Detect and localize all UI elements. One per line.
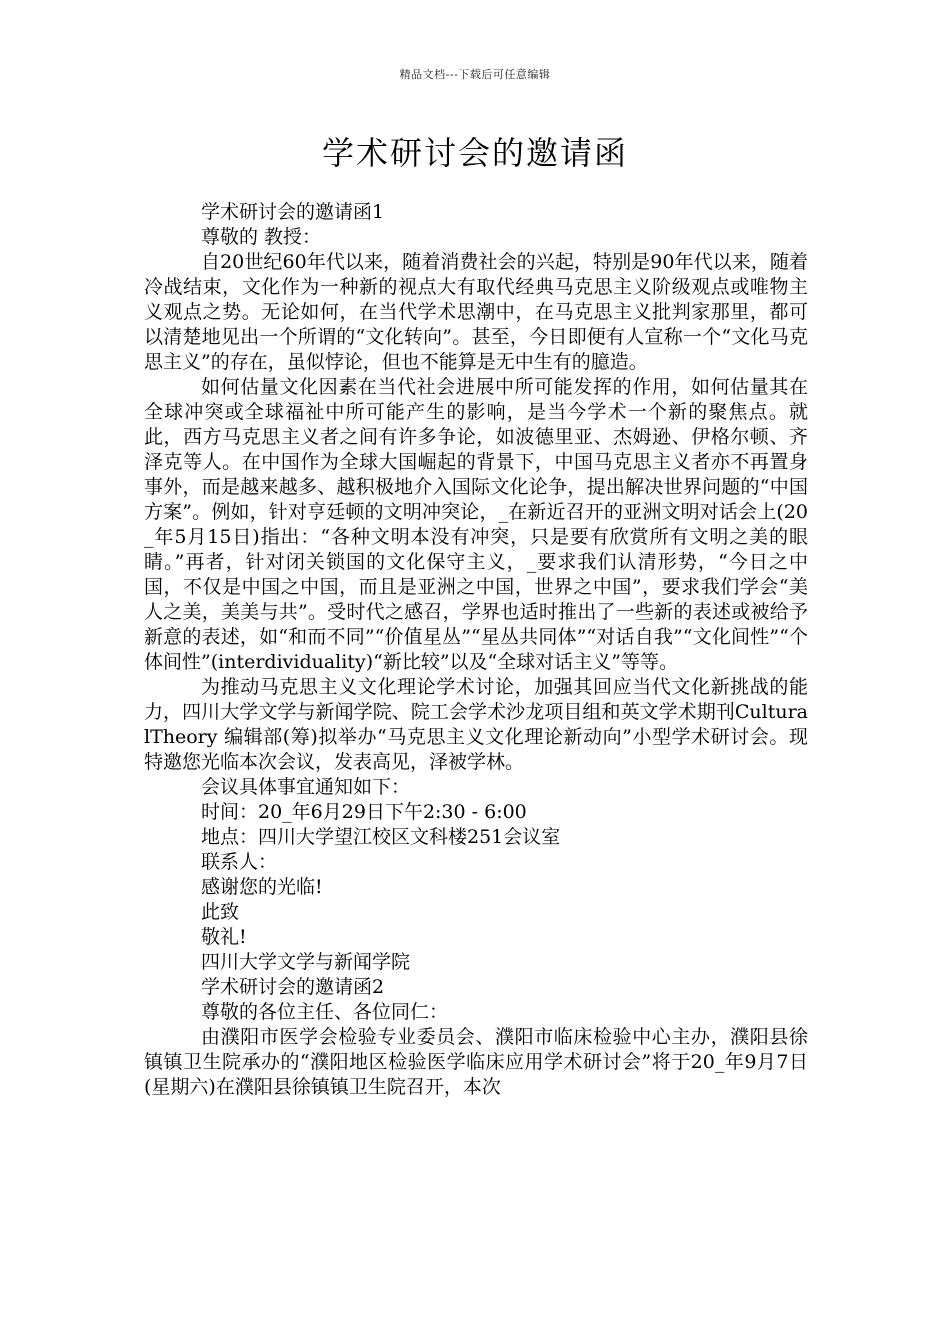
thanks-line: 感谢您的光临! (201, 876, 323, 898)
salutation-2: 尊敬的各位主任、各位同仁： (201, 1001, 449, 1023)
body-paragraph: 由濮阳市医学会检验专业委员会、濮阳市临床检验中心主办，濮阳县徐镇镇卫生院承办的“濮阳地区检验医学临床应用学术研讨会”将于20_年9月7日(星期六)在濮阳县徐镇镇卫生院召开，本次 (144, 1026, 808, 1098)
closing-line: 此致 (201, 901, 240, 923)
section-heading-2: 学术研讨会的邀请函2 (201, 976, 385, 998)
signature-organization: 四川大学文学与新闻学院 (201, 951, 411, 973)
closing-regards: 敬礼! (201, 926, 247, 948)
meeting-time: 时间：20_年6月29日下午2:30 - 6:00 (201, 801, 527, 823)
salutation-1: 尊敬的 教授： (201, 226, 322, 248)
body-paragraph: 如何估量文化因素在当代社会进展中所可能发挥的作用，如何估量其在全球冲突或全球福祉中所可能产生的影响，是当今学术一个新的聚焦点。就此，西方马克思主义者之间有许多争论，如波德里亚、杰姆逊、伊格尔顿、齐泽克等人。在中国作为全球大国崛起的背景下，中国马克思主义者亦不再置身事外，而是越来越多、越积极地介入国际文化论争，提出解决世界问题的“中国方案”。例如，针对亨廷顿的文明冲突论，_在新近召开的亚洲文明对话会上(20_年5月15日)指出：“各种文明本没有冲突，只是要有欣赏所有文明之美的眼睛。”再者，针对闭关锁国的文化保守主义，_要求我们认清形势，“今日之中国，不仅是中国之中国，而且是亚洲之中国，世界之中国”，要求我们学会“美人之美，美美与共”。受时代之感召，学界也适时推出了一些新的表述或被给予新意的表述，如“和而不同”“价值星丛”“星丛共同体”“对话自我”“文化间性”“个体间性”(interdividuality)“新比较”以及“全球对话主义”等等。 (144, 376, 808, 673)
header-note: 精品文档---下载后可任意编辑 (399, 68, 551, 81)
section-heading-1: 学术研讨会的邀请函1 (201, 201, 385, 223)
body-paragraph: 自20世纪60年代以来，随着消费社会的兴起，特别是90年代以来，随着冷战结束，文化作为一种新的视点大有取代经典马克思主义阶级观点或唯物主义观点之势。无论如何，在当代学术思潮中，在马克思主义批判家那里，都可以清楚地见出一个所谓的“文化转向”。甚至，今日即便有人宣称一个“文化马克思主义”的存在，虽似悖论，但也不能算是无中生有的臆造。 (144, 251, 808, 373)
document-title: 学术研讨会的邀请函 (321, 134, 628, 172)
document-body (144, 200, 808, 1100)
body-paragraph: 为推动马克思主义文化理论学术讨论，加强其回应当代文化新挑战的能力，四川大学文学与新闻学院、院工会学术沙龙项目组和英文学术期刊CulturalTheory 编辑部(筹)拟举办“马克思主义文化理论新动向”小型学术研讨会。现特邀您光临本次会议，发表高见，泽被学林。 (144, 676, 808, 773)
contact-person: 联系人： (201, 851, 278, 873)
meeting-location: 地点：四川大学望江校区文科楼251会议室 (201, 826, 561, 848)
notice-intro: 会议具体事宜通知如下： (201, 776, 411, 798)
